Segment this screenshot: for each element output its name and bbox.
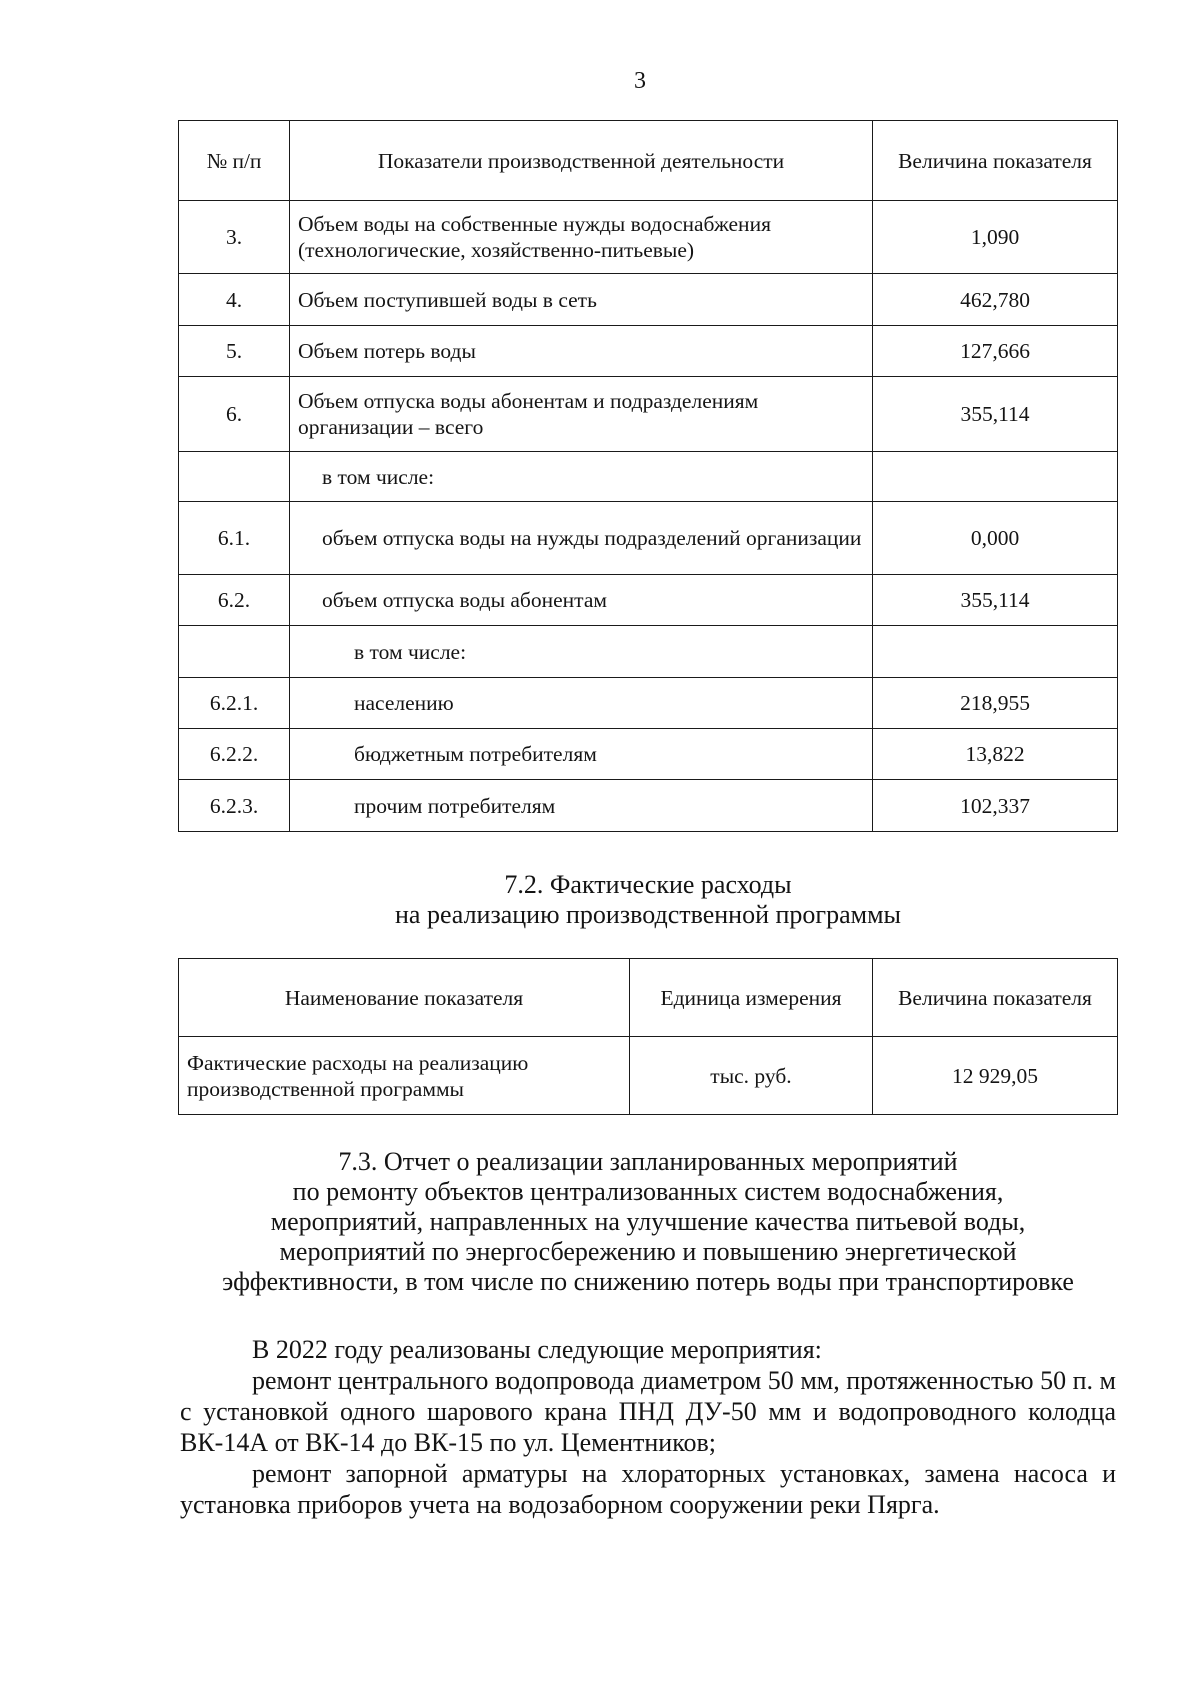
table-row	[179, 678, 1118, 729]
row-value	[873, 452, 1118, 502]
column-header-indicator: Показатели производственной деятельности	[290, 121, 873, 201]
table-row	[179, 780, 1118, 832]
row-number	[179, 626, 290, 678]
row-value: 102,337	[873, 780, 1118, 832]
row-indicator: объем отпуска воды абонентам	[290, 575, 873, 626]
table-header-row	[179, 959, 1118, 1037]
heading-line: 7.2. Фактические расходы	[504, 870, 792, 899]
table-row	[179, 1037, 1118, 1115]
row-indicator: прочим потребителям	[290, 780, 873, 832]
row-value: 462,780	[873, 274, 1118, 326]
row-number: 6.2.2.	[179, 729, 290, 780]
table-row	[179, 729, 1118, 780]
column-header-indicator-name: Наименование показателя	[179, 959, 630, 1037]
table-row	[179, 326, 1118, 377]
row-indicator: бюджетным потребителям	[290, 729, 873, 780]
table-row	[179, 201, 1118, 274]
section-heading-7-2	[178, 870, 1118, 930]
row-number: 6.2.1.	[179, 678, 290, 729]
row-value: 13,822	[873, 729, 1118, 780]
row-value: 12 929,05	[873, 1037, 1118, 1115]
row-value: 218,955	[873, 678, 1118, 729]
heading-line: на реализацию производственной программы	[394, 900, 901, 929]
row-number: 5.	[179, 326, 290, 377]
heading-line: эффективности, в том числе по снижению потерь воды при транспортировке	[222, 1267, 1074, 1296]
row-number: 6.	[179, 377, 290, 452]
row-number: 3.	[179, 201, 290, 274]
row-value	[873, 626, 1118, 678]
page-number: 3	[634, 68, 646, 94]
table-row	[179, 575, 1118, 626]
table-row	[179, 502, 1118, 575]
row-number	[179, 452, 290, 502]
row-indicator: Фактические расходы на реализацию производственной программы	[179, 1037, 630, 1115]
row-unit: тыс. руб.	[630, 1037, 873, 1115]
row-value: 355,114	[873, 377, 1118, 452]
row-indicator: в том числе:	[290, 452, 873, 502]
row-indicator: Объем воды на собственные нужды водоснабжения (технологические, хозяйственно-питьевые)	[290, 201, 873, 274]
paragraph-item-1: ремонт центрального водопровода диаметром 50 мм, протяженностью 50 п. м с установкой одного шарового крана ПНД ДУ-50 мм и водопроводного колодца ВК-14А от ВК-14 до ВК-15 по ул. Цементников;	[180, 1366, 1116, 1457]
row-indicator: Объем поступившей воды в сеть	[290, 274, 873, 326]
row-value: 1,090	[873, 201, 1118, 274]
column-header-value: Величина показателя	[873, 959, 1118, 1037]
row-number: 6.1.	[179, 502, 290, 575]
actual-expenses-table	[178, 958, 1118, 1115]
row-value: 355,114	[873, 575, 1118, 626]
heading-line: 7.3. Отчет о реализации запланированных мероприятий	[338, 1147, 958, 1176]
heading-line: мероприятий, направленных на улучшение качества питьевой воды,	[270, 1207, 1026, 1236]
section-heading-7-3	[178, 1147, 1118, 1297]
table-row	[179, 626, 1118, 678]
row-indicator: Объем отпуска воды абонентам и подразделениям организации – всего	[290, 377, 873, 452]
table-row	[179, 274, 1118, 326]
column-header-num: № п/п	[179, 121, 290, 201]
table-row	[179, 377, 1118, 452]
column-header-value: Величина показателя	[873, 121, 1118, 201]
row-value: 127,666	[873, 326, 1118, 377]
row-number: 6.2.	[179, 575, 290, 626]
paragraph-intro: В 2022 году реализованы следующие мероприятия:	[252, 1335, 822, 1364]
heading-line: мероприятий по энергосбережению и повышению энергетической	[279, 1237, 1017, 1266]
table-row	[179, 452, 1118, 502]
table-header-row	[179, 121, 1118, 201]
activities-text	[180, 1334, 1116, 1520]
row-indicator: объем отпуска воды на нужды подразделений организации	[290, 502, 873, 575]
column-header-unit: Единица измерения	[630, 959, 873, 1037]
production-indicators-table	[178, 120, 1118, 832]
row-indicator: населению	[290, 678, 873, 729]
row-value: 0,000	[873, 502, 1118, 575]
paragraph-item-2: ремонт запорной арматуры на хлораторных установках, замена насоса и установка приборов учета на водозаборном сооружении реки Пярга.	[180, 1459, 1116, 1519]
heading-line: по ремонту объектов централизованных систем водоснабжения,	[292, 1177, 1004, 1206]
row-indicator: Объем потерь воды	[290, 326, 873, 377]
row-number: 4.	[179, 274, 290, 326]
row-number: 6.2.3.	[179, 780, 290, 832]
row-indicator: в том числе:	[290, 626, 873, 678]
